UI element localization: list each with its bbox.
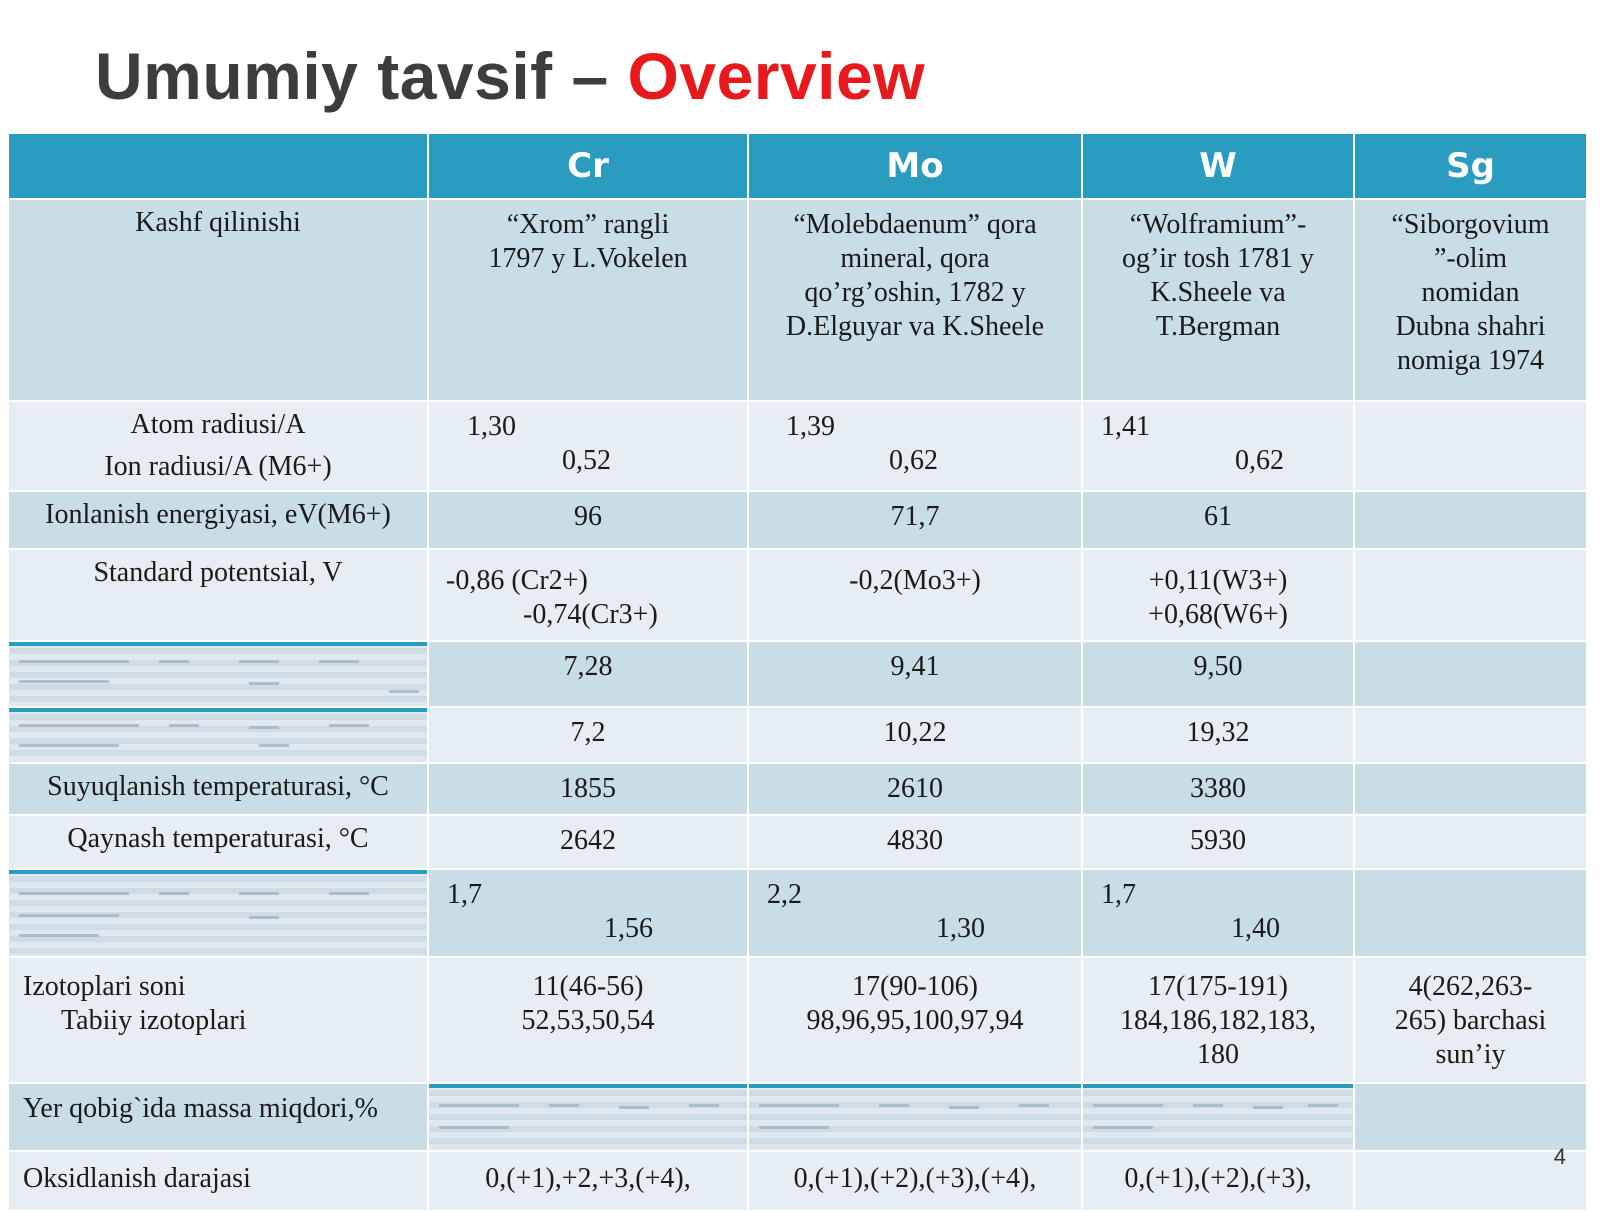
- sg-crust: [1354, 1083, 1587, 1151]
- w-boiling: 5930: [1082, 815, 1354, 869]
- label-isotopes: Izotoplari soni Tabiiy izotoplari: [8, 957, 428, 1083]
- w-discovery: “Wolframium”- og’ir tosh 1781 y K.Sheele va T.Bergman: [1082, 199, 1354, 401]
- page-number: 4: [1553, 1144, 1566, 1169]
- label-row5-image: [8, 641, 428, 707]
- row-boiling: [8, 815, 1587, 869]
- sg-ionization: [1354, 491, 1587, 549]
- blurred-value-image: [749, 1084, 1081, 1150]
- sg-row6: [1354, 707, 1587, 763]
- w-radius: 1,41 0,62: [1082, 401, 1354, 491]
- row-ionization: [8, 491, 1587, 549]
- cr-radius: 1,30 0,52: [428, 401, 748, 491]
- cr-row9: 1,7 1,56: [428, 869, 748, 957]
- mo-potential: -0,2(Mo3+): [748, 549, 1082, 641]
- w-potential: +0,11(W3+) +0,68(W6+): [1082, 549, 1354, 641]
- cr-crust-image: [428, 1083, 748, 1151]
- sg-potential: [1354, 549, 1587, 641]
- header-row: [8, 133, 1587, 199]
- blurred-label-image: [9, 708, 427, 762]
- w-crust-image: [1082, 1083, 1354, 1151]
- mo-oxidation: 0,(+1),(+2),(+3),(+4),: [748, 1151, 1082, 1211]
- mo-row6: 10,22: [748, 707, 1082, 763]
- row-radius: [8, 401, 1587, 491]
- header-cr: Cr: [428, 133, 748, 199]
- row-potential: [8, 549, 1587, 641]
- mo-crust-image: [748, 1083, 1082, 1151]
- cr-row6: 7,2: [428, 707, 748, 763]
- w-oxidation: 0,(+1),(+2),(+3),: [1082, 1151, 1354, 1211]
- label-oxidation: Oksidlanish darajasi: [8, 1151, 428, 1211]
- cr-ionization: 96: [428, 491, 748, 549]
- label-discovery: Kashf qilinishi: [8, 199, 428, 401]
- w-ionization: 61: [1082, 491, 1354, 549]
- mo-ionization: 71,7: [748, 491, 1082, 549]
- w-isotopes: 17(175-191) 184,186,182,183, 180: [1082, 957, 1354, 1083]
- mo-isotopes: 17(90-106) 98,96,95,100,97,94: [748, 957, 1082, 1083]
- header-w: W: [1082, 133, 1354, 199]
- label-row9-image: [8, 869, 428, 957]
- sg-boiling: [1354, 815, 1587, 869]
- header-sg: Sg: [1354, 133, 1587, 199]
- row-isotopes: [8, 957, 1587, 1083]
- sg-row5: [1354, 641, 1587, 707]
- sg-isotopes: 4(262,263- 265) barchasi sun’iy: [1354, 957, 1587, 1083]
- blurred-value-image: [1083, 1084, 1353, 1150]
- title-main: Umumiy tavsif –: [95, 39, 628, 113]
- w-row5: 9,50: [1082, 641, 1354, 707]
- mo-discovery: “Molebdaenum” qora mineral, qora qo’rg’oshin, 1782 y D.Elguyar va K.Sheele: [748, 199, 1082, 401]
- label-potential: Standard potentsial, V: [8, 549, 428, 641]
- row-discovery: [8, 199, 1587, 401]
- blurred-label-image: [9, 642, 427, 706]
- header-blank: [8, 133, 428, 199]
- mo-row5: 9,41: [748, 641, 1082, 707]
- cr-oxidation: 0,(+1),+2,+3,(+4),: [428, 1151, 748, 1211]
- cr-boiling: 2642: [428, 815, 748, 869]
- cr-potential: -0,86 (Cr2+) -0,74(Cr3+): [428, 549, 748, 641]
- slide-title: [95, 38, 925, 114]
- cr-discovery: “Xrom” rangli 1797 y L.Vokelen: [428, 199, 748, 401]
- blurred-value-image: [429, 1084, 747, 1150]
- w-melting: 3380: [1082, 763, 1354, 815]
- row-9: [8, 869, 1587, 957]
- row-crust: [8, 1083, 1587, 1151]
- header-mo: Mo: [748, 133, 1082, 199]
- cr-melting: 1855: [428, 763, 748, 815]
- title-accent: Overview: [627, 39, 926, 113]
- row-oxidation: [8, 1151, 1587, 1211]
- mo-melting: 2610: [748, 763, 1082, 815]
- label-ionization: Ionlanish energiyasi, eV(M6+): [8, 491, 428, 549]
- row-6: [8, 707, 1587, 763]
- w-row6: 19,32: [1082, 707, 1354, 763]
- label-crust: Yer qobig`ida massa miqdori,%: [8, 1083, 428, 1151]
- mo-row9: 2,2 1,30: [748, 869, 1082, 957]
- sg-melting: [1354, 763, 1587, 815]
- label-melting: Suyuqlanish temperaturasi, °C: [8, 763, 428, 815]
- row-melting: [8, 763, 1587, 815]
- properties-table: [7, 132, 1588, 1212]
- sg-oxidation: [1354, 1151, 1587, 1211]
- cr-isotopes: 11(46-56) 52,53,50,54: [428, 957, 748, 1083]
- w-row9: 1,7 1,40: [1082, 869, 1354, 957]
- cr-row5: 7,28: [428, 641, 748, 707]
- sg-row9: [1354, 869, 1587, 957]
- mo-radius: 1,39 0,62: [748, 401, 1082, 491]
- mo-boiling: 4830: [748, 815, 1082, 869]
- label-boiling: Qaynash temperaturasi, °C: [8, 815, 428, 869]
- label-radius: Atom radiusi/A Ion radiusi/A (M6+): [8, 401, 428, 491]
- sg-discovery: “Siborgovium ”-olim nomidan Dubna shahri nomiga 1974: [1354, 199, 1587, 401]
- row-5: [8, 641, 1587, 707]
- sg-radius: [1354, 401, 1587, 491]
- label-row6-image: [8, 707, 428, 763]
- blurred-label-image: [9, 870, 427, 956]
